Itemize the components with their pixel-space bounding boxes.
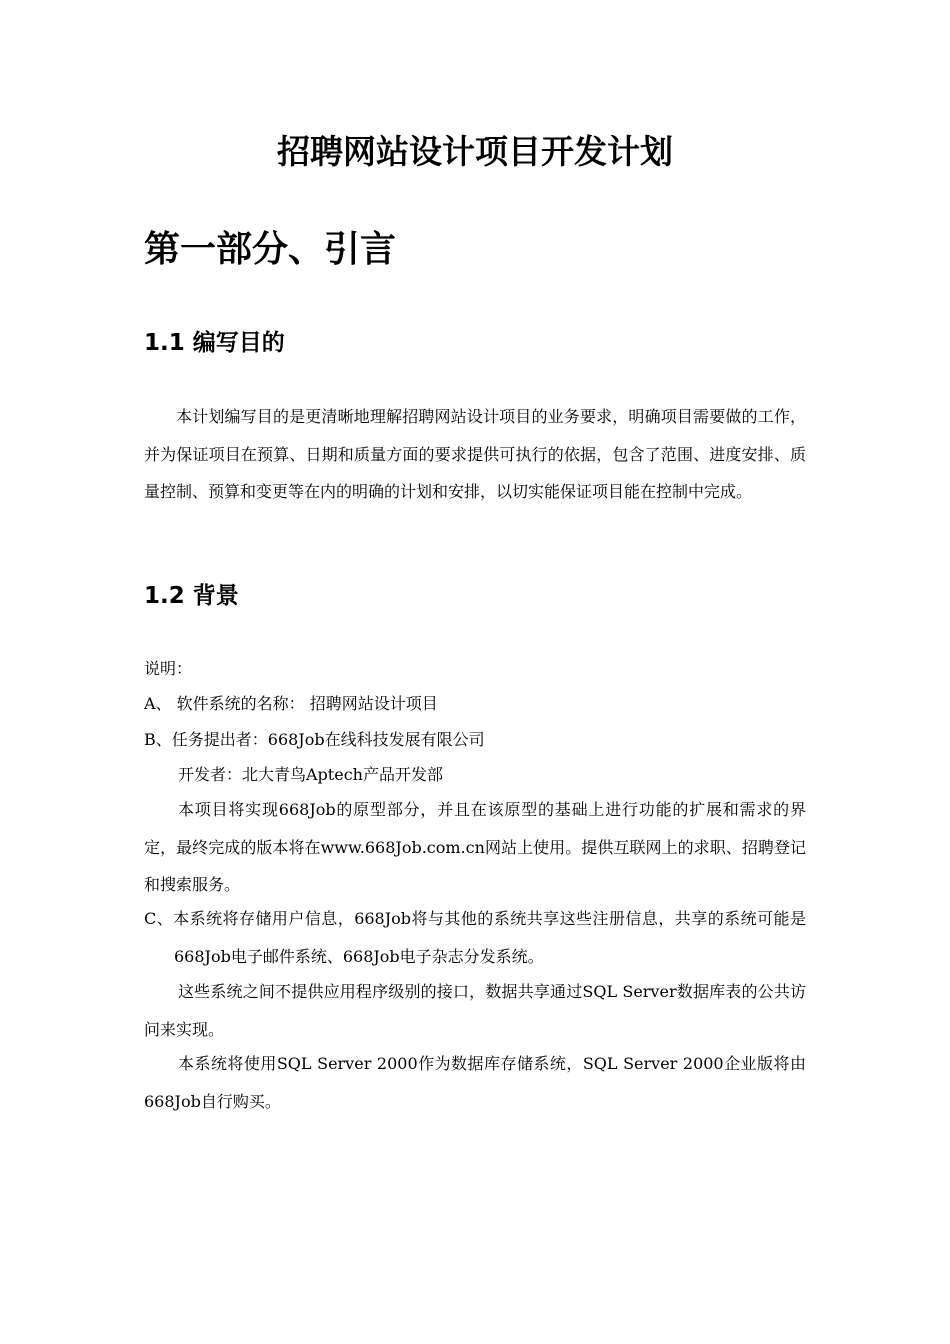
section-heading-1-1: 1.1 编写目的 — [144, 330, 285, 356]
section-heading-1-2: 1.2 背景 — [144, 583, 239, 609]
item-b-task-proposer: B、任务提出者：668Job在线科技发展有限公司 — [144, 730, 485, 749]
interface-paragraph: 这些系统之间不提供应用程序级别的接口，数据共享通过SQL Server数据库表的公共访问来实现。 — [144, 982, 806, 1039]
item-a-software-name: A、 软件系统的名称： 招聘网站设计项目 — [144, 694, 438, 713]
purpose-paragraph: 本计划编写目的是更清晰地理解招聘网站设计项目的业务要求，明确项目需要做的工作，并为保证项目在预算、日期和质量方面的要求提供可执行的依据，包含了范围、进度安排、质量控制、预算和变更等在内的明确的计划和安排，以切实能保证项目能在控制中完成。 — [144, 407, 806, 501]
item-c-data-sharing: C、本系统将存储用户信息，668Job将与其他的系统共享这些注册信息，共享的系统可能是668Job电子邮件系统、668Job电子杂志分发系统。 — [144, 909, 806, 966]
database-paragraph: 本系统将使用SQL Server 2000作为数据库存储系统，SQL Server 2000企业版将由668Job自行购买。 — [144, 1054, 806, 1111]
background-intro: 说明： — [144, 659, 193, 678]
part-heading: 第一部分、引言 — [144, 229, 397, 270]
project-scope-paragraph: 本项目将实现668Job的原型部分，并且在该原型的基础上进行功能的扩展和需求的界定，最终完成的版本将在www.668Job.com.cn网站上使用。提供互联网上的求职、招聘登记和搜索服务。 — [144, 800, 806, 894]
developer-line: 开发者：北大青鸟Aptech产品开发部 — [178, 765, 443, 784]
document-title: 招聘网站设计项目开发计划 — [277, 132, 673, 171]
